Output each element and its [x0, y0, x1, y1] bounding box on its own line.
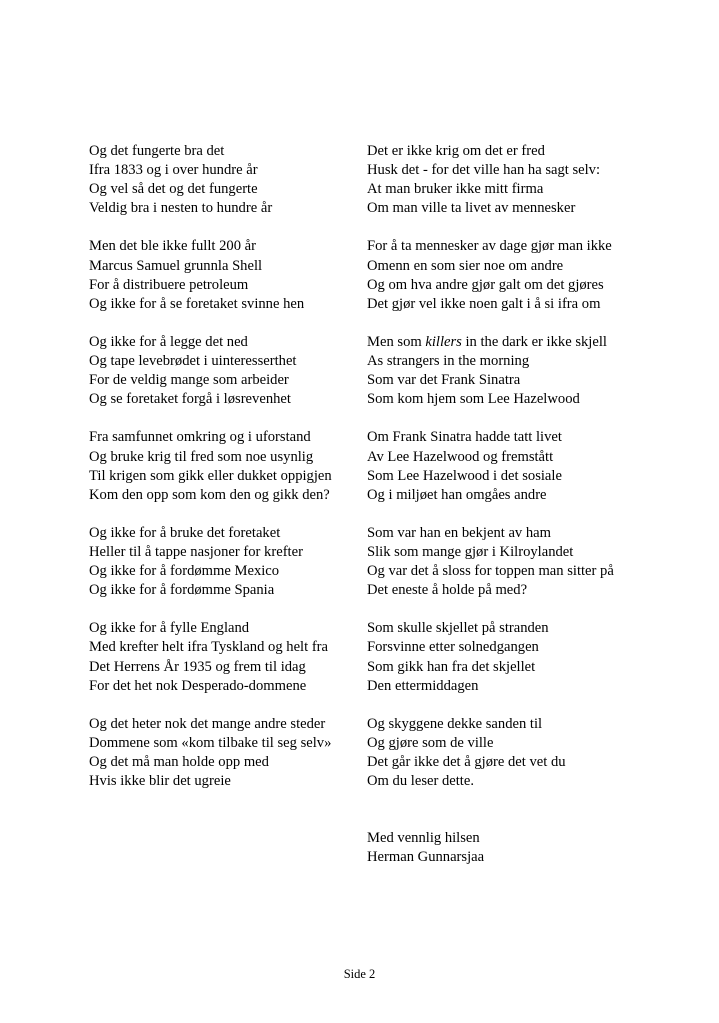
right-stanza-6: [367, 619, 614, 695]
poem-line: Og ikke for å bruke det foretaket: [89, 524, 281, 541]
poem-line: Og det heter nok det mange andre steder: [89, 715, 326, 732]
poem-line: As strangers in the morning: [367, 353, 530, 370]
poem-line: Og ikke for å fylle England: [89, 620, 250, 637]
poem-line: For å ta mennesker av dage gjør man ikke: [367, 238, 612, 255]
poem-line: Og ikke for å se foretaket svinne hen: [89, 295, 305, 312]
poem-line: Som var han en bekjent av ham: [367, 524, 551, 541]
poem-line: Det går ikke det å gjøre det vet du: [367, 754, 566, 770]
right-stanza-7: [367, 715, 614, 791]
right-stanza-2: [367, 237, 614, 313]
right-stanza-5: [367, 524, 614, 600]
left-stanza-7: [89, 715, 332, 791]
poem-line: Forsvinne etter solnedgangen: [367, 639, 539, 656]
poem-line: Om Frank Sinatra hadde tatt livet: [367, 429, 562, 446]
poem-line: Og ikke for å fordømme Spania: [89, 582, 275, 599]
poem-line-part: in the dark er ikke skjell: [461, 333, 607, 350]
poem-line: Slik som mange gjør i Kilroylandet: [367, 543, 574, 560]
left-stanza-4: [89, 428, 332, 504]
poem-line: Dommene som «kom tilbake til seg selv»: [89, 734, 332, 751]
poem-line: Hvis ikke blir det ugreie: [89, 773, 231, 790]
poem-line: Og det fungerte bra det: [89, 143, 225, 159]
poem-line: Og vel så det og det fungerte: [89, 181, 258, 198]
poem-line: Og ikke for å fordømme Mexico: [89, 563, 280, 580]
poem-line: Veldig bra i nesten to hundre år: [89, 200, 273, 217]
poem-line: Om man ville ta livet av mennesker: [367, 200, 576, 217]
poem-line: Og i miljøet han omgåes andre: [367, 486, 547, 503]
poem-line: Og gjøre som de ville: [367, 734, 494, 751]
poem-line: Heller til å tappe nasjoner for krefter: [89, 543, 303, 560]
poem-line: Som gikk han fra det skjellet: [367, 658, 536, 675]
poem-line: Og om hva andre gjør galt om det gjøres: [367, 276, 604, 293]
poem-line: Om du leser dette.: [367, 773, 474, 790]
poem-line: For de veldig mange som arbeider: [89, 372, 289, 389]
poem-line: Og tape levebrødet i uinteresserthet: [89, 353, 297, 370]
letter-closing: [367, 829, 614, 867]
poem-line: Av Lee Hazelwood og fremstått: [367, 448, 554, 465]
page-number: Side 2: [343, 967, 376, 981]
author-signature-name: Herman Gunnarsjaa: [367, 849, 485, 866]
left-stanza-5: [89, 524, 332, 600]
right-stanza-1: [367, 142, 614, 218]
poem-line: Husk det - for det ville han ha sagt selv:: [367, 162, 601, 179]
poem-line-part: Men som: [367, 333, 426, 350]
left-stanza-1: [89, 142, 332, 218]
poem-line: For å distribuere petroleum: [89, 276, 249, 293]
poem-line: Til krigen som gikk eller dukket oppigjen: [89, 467, 332, 484]
poem-line: Det Herrens År 1935 og frem til idag: [89, 658, 306, 675]
poem-line: Fra samfunnet omkring og i uforstand: [89, 429, 311, 446]
poem-line: Og ikke for å legge det ned: [89, 333, 248, 350]
poem-line: Marcus Samuel grunnla Shell: [89, 257, 263, 274]
poem-line: Som kom hjem som Lee Hazelwood: [367, 391, 580, 408]
poem-line: Det er ikke krig om det er fred: [367, 143, 545, 159]
poem-line: Det eneste å holde på med?: [367, 582, 528, 599]
poem-line: Og skyggene dekke sanden til: [367, 715, 543, 732]
right-poem-column: [367, 142, 614, 867]
poem-line: Det gjør vel ikke noen galt i å si ifra om: [367, 295, 601, 312]
poem-line: Som skulle skjellet på stranden: [367, 620, 549, 637]
poem-line: Som Lee Hazelwood i det sosiale: [367, 467, 562, 484]
left-stanza-3: [89, 333, 332, 409]
poem-line: Men det ble ikke fullt 200 år: [89, 238, 256, 255]
poem-line: Den ettermiddagen: [367, 677, 479, 694]
poem-line: At man bruker ikke mitt firma: [367, 181, 544, 198]
poem-line: For det het nok Desperado-dommene: [89, 677, 307, 694]
left-stanza-6: [89, 619, 332, 695]
poem-line: Og var det å sloss for toppen man sitter på: [367, 563, 614, 580]
poem-line: Og bruke krig til fred som noe usynlig: [89, 448, 314, 465]
right-stanza-4: [367, 428, 614, 504]
italic-word: killers: [425, 333, 462, 350]
poem-line-with-italic: [367, 333, 614, 352]
poem-line: Omenn en som sier noe om andre: [367, 257, 564, 274]
closing-greeting: Med vennlig hilsen: [367, 830, 480, 847]
poem-line: Som var det Frank Sinatra: [367, 372, 521, 389]
poem-line: Med krefter helt ifra Tyskland og helt fra: [89, 639, 329, 656]
poem-line: Ifra 1833 og i over hundre år: [89, 162, 258, 179]
right-stanza-3: [367, 333, 614, 409]
poem-line: Og se foretaket forgå i løsrevenhet: [89, 391, 291, 408]
left-poem-column: [89, 142, 332, 810]
left-stanza-2: [89, 237, 332, 313]
poem-line: Og det må man holde opp med: [89, 754, 269, 770]
poem-line: Kom den opp som kom den og gikk den?: [89, 486, 330, 503]
